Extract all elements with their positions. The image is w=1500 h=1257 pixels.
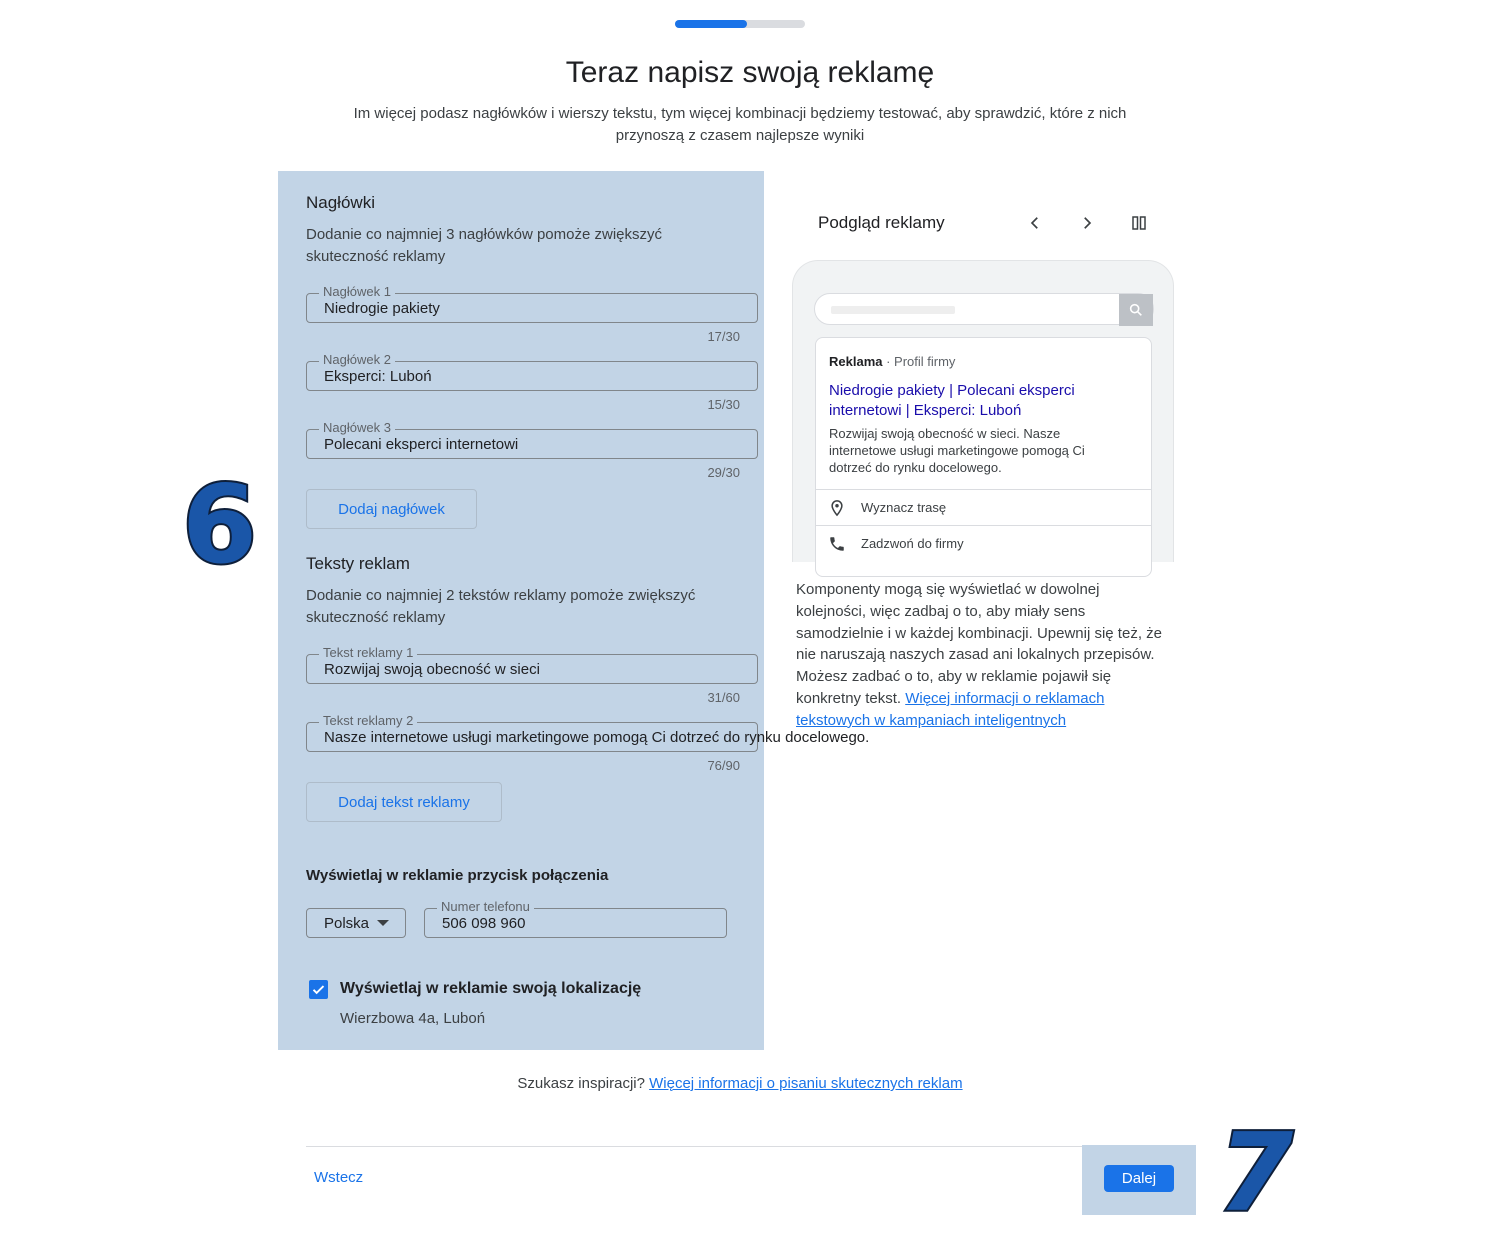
writing-tips-link[interactable]: Więcej informacji o pisaniu skutecznych reklam bbox=[649, 1075, 963, 1092]
page-title: Teraz napisz swoją reklamę bbox=[565, 56, 935, 89]
headline-2-counter: 15/30 bbox=[707, 397, 740, 412]
phone-preview bbox=[792, 260, 1174, 562]
ad-preview-card bbox=[815, 337, 1152, 577]
ad-call-row bbox=[816, 525, 1151, 561]
search-placeholder bbox=[831, 306, 955, 314]
inspiration-line bbox=[0, 1075, 1480, 1092]
chevron-left-icon[interactable] bbox=[1026, 214, 1044, 232]
components-info bbox=[796, 579, 1166, 732]
progress-bar-fill bbox=[675, 20, 747, 28]
ad-call-label: Zadzwoń do firmy bbox=[861, 536, 964, 551]
ad-text-2-value[interactable]: Nasze internetowe usługi marketingowe pomogą Ci dotrzeć do rynku docelowego. bbox=[324, 729, 870, 746]
ad-preview-description: Rozwijaj swoją obecność w sieci. Nasze internetowe usługi marketingowe pomogą Ci dotrzeć do rynku docelowego. bbox=[829, 426, 1085, 475]
next-button[interactable]: Dalej bbox=[1104, 1165, 1174, 1192]
ad-route-label: Wyznacz trasę bbox=[861, 500, 947, 515]
components-info-text: Komponenty mogą się wyświetlać w dowolnej kolejności, więc zadbaj o to, aby miały sens samodzielnie i w każdej kombinacji. Upewnij się też, że nie naruszają naszych zasad ani lokalnych przepisów. Możesz zadbać o to, aby w reklamie pojawił się konkretny tekst. bbox=[796, 581, 1162, 707]
ad-texts-title: Teksty reklam bbox=[306, 554, 410, 573]
headlines-description: Dodanie co najmniej 3 nagłówków pomoże zwiększyć skuteczność reklamy bbox=[306, 226, 663, 265]
back-button[interactable]: Wstecz bbox=[314, 1169, 364, 1186]
chevron-right-icon[interactable] bbox=[1078, 214, 1096, 232]
add-headline-button[interactable]: Dodaj nagłówek bbox=[306, 489, 477, 529]
ad-text-2-field[interactable] bbox=[306, 713, 870, 752]
headline-2-field[interactable] bbox=[306, 352, 758, 391]
headline-1-counter: 17/30 bbox=[707, 329, 740, 344]
ad-label bbox=[829, 354, 955, 369]
location-address: Wierzbowa 4a, Luboń bbox=[340, 1010, 486, 1027]
ad-badge: Reklama bbox=[829, 354, 883, 369]
phone-number-field[interactable] bbox=[424, 899, 727, 938]
preview-search-button bbox=[1119, 294, 1153, 326]
ad-text-1-field[interactable] bbox=[306, 645, 758, 684]
ad-text-2-label: Tekst reklamy 2 bbox=[319, 713, 417, 729]
smart-campaigns-info-link[interactable]: Więcej informacji o reklamach tekstowych w kampaniach inteligentnych bbox=[796, 689, 1105, 729]
ad-preview-headline: Niedrogie pakiety | Polecani eksperci internetowi | Eksperci: Luboń bbox=[829, 382, 1075, 419]
ad-text-1-label: Tekst reklamy 1 bbox=[319, 645, 417, 661]
preview-search-bar bbox=[814, 293, 1154, 325]
phone-number-label: Numer telefonu bbox=[437, 899, 534, 915]
ad-text-1-value[interactable]: Rozwijaj swoją obecność w sieci bbox=[324, 661, 540, 678]
next-button-highlight bbox=[1082, 1145, 1196, 1215]
search-icon bbox=[1128, 302, 1144, 318]
phone-number-value[interactable]: 506 098 960 bbox=[442, 915, 526, 932]
headline-2-value[interactable]: Eksperci: Luboń bbox=[324, 368, 432, 385]
check-icon bbox=[311, 982, 326, 997]
show-location-label[interactable]: Wyświetlaj w reklamie swoją lokalizację bbox=[340, 980, 642, 997]
ad-route-row bbox=[816, 489, 1151, 525]
progress-bar bbox=[675, 20, 805, 28]
caret-down-icon bbox=[377, 920, 389, 926]
headlines-title: Nagłówki bbox=[306, 193, 375, 212]
step-marker-6: 6 bbox=[182, 463, 258, 588]
headline-2-label: Nagłówek 2 bbox=[319, 352, 395, 368]
headline-3-value[interactable]: Polecani eksperci internetowi bbox=[324, 436, 519, 453]
phone-icon bbox=[828, 535, 846, 553]
ad-text-1-counter: 31/60 bbox=[707, 690, 740, 705]
country-select[interactable] bbox=[306, 908, 406, 938]
show-location-checkbox[interactable] bbox=[309, 980, 328, 999]
headline-1-field[interactable] bbox=[306, 284, 758, 323]
headline-1-label: Nagłówek 1 bbox=[319, 284, 395, 300]
columns-view-icon[interactable] bbox=[1130, 214, 1148, 232]
step-marker-7: 7 bbox=[1218, 1111, 1294, 1236]
page-subtitle: Im więcej podasz nagłówków i wierszy tekstu, tym więcej kombinacji będziemy testować, aby sprawdzić, które z nich przynoszą z czasem najlepsze wyniki bbox=[353, 105, 1127, 144]
headline-3-label: Nagłówek 3 bbox=[319, 420, 395, 436]
ad-label-separator: · bbox=[882, 354, 895, 369]
preview-title: Podgląd reklamy bbox=[818, 213, 945, 232]
add-ad-text-button[interactable]: Dodaj tekst reklamy bbox=[306, 782, 502, 822]
headline-1-value[interactable]: Niedrogie pakiety bbox=[324, 300, 440, 317]
country-select-value: Polska bbox=[324, 914, 370, 932]
location-pin-icon bbox=[828, 499, 846, 517]
headline-3-counter: 29/30 bbox=[707, 465, 740, 480]
ad-source: Profil firmy bbox=[894, 354, 956, 369]
headline-3-field[interactable] bbox=[306, 420, 758, 459]
call-button-title: Wyświetlaj w reklamie przycisk połączenia bbox=[306, 867, 609, 884]
inspiration-text: Szukasz inspiracji? bbox=[517, 1075, 650, 1092]
ad-texts-description: Dodanie co najmniej 2 tekstów reklamy pomoże zwiększyć skuteczność reklamy bbox=[306, 587, 696, 626]
ad-text-2-counter: 76/90 bbox=[707, 758, 740, 773]
footer-divider bbox=[306, 1146, 1196, 1147]
